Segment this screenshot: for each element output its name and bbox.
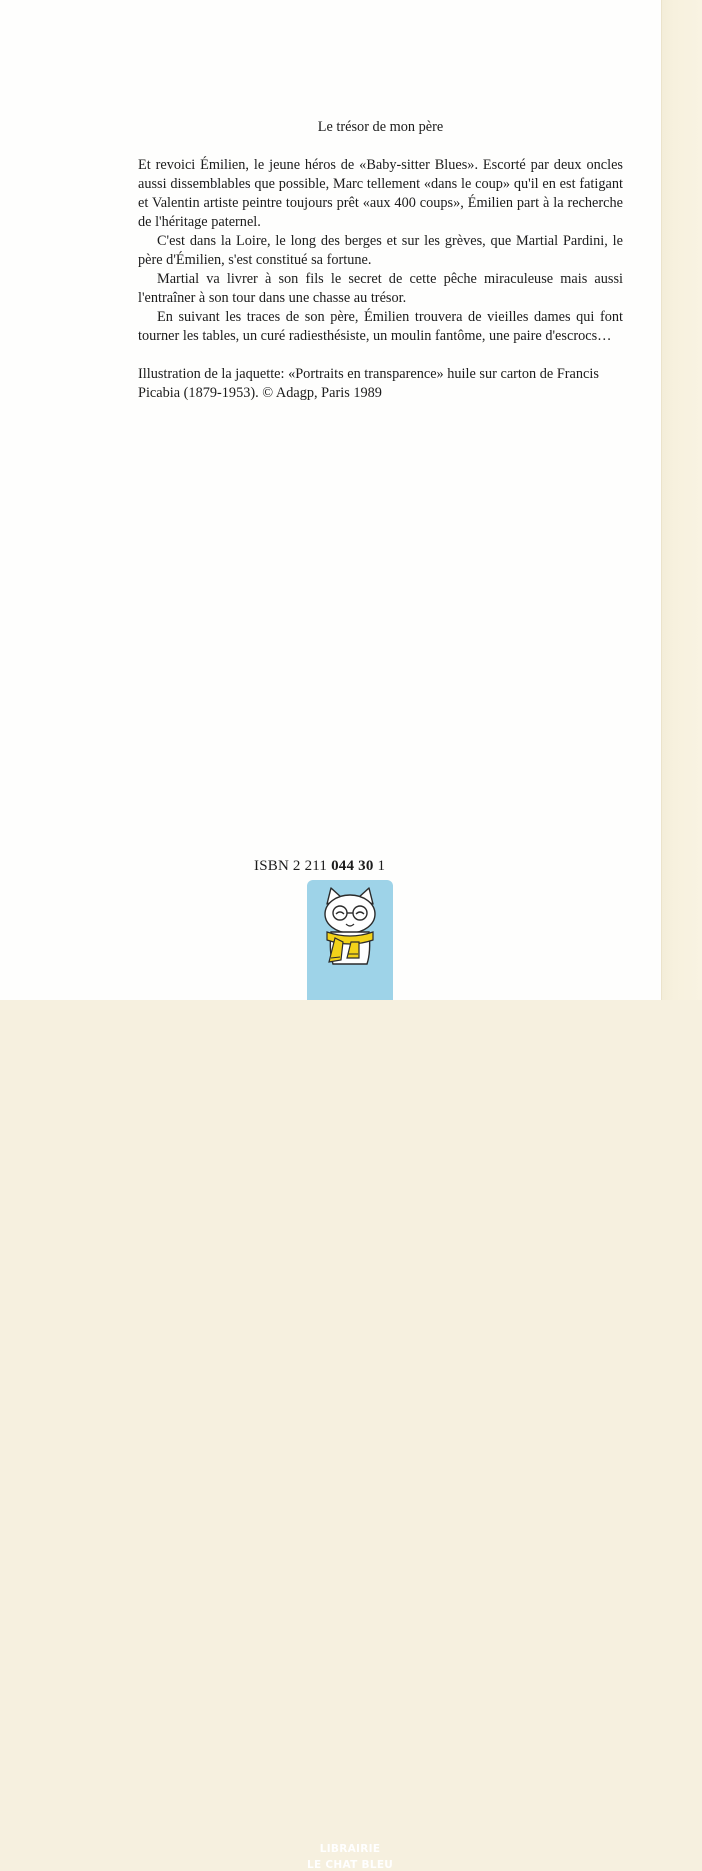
isbn-prefix: ISBN 2 211 (254, 858, 328, 874)
page-edge (661, 0, 702, 1000)
logo-line-1: LIBRAIRIE (319, 1843, 381, 1855)
blurb-paragraph-3: Martial va livrer à son fils le secret de cette pêche miraculeuse mais aussi l'entraîner à son tour dans une chasse au trésor. (138, 271, 623, 306)
logo-line-2: LE CHAT BLEU (307, 1859, 394, 1871)
blurb-paragraph-4: En suivant les traces de son père, Émilien trouvera de vieilles dames qui font tourner les tables, un curé radiesthésiste, un moulin fantôme, une paire d'escrocs… (138, 309, 623, 344)
isbn-suffix: 1 (377, 858, 386, 874)
bookstore-logo (307, 880, 394, 1871)
blurb-paragraph-1: Et revoici Émilien, le jeune héros de «Baby-sitter Blues». Escorté par deux oncles aussi dissemblables que possible, Marc tellement «dans le coup» qu'il en est fatigant et Valentin artiste peintre toujours prêt «aux 400 coups», Émilien part à la recherche de l'héritage paternel. (138, 157, 623, 230)
book-title: Le trésor de mon père (317, 119, 444, 135)
isbn-number (254, 858, 385, 875)
illustration-credit: Illustration de la jaquette: «Portraits en transparence» huile sur carton de Francis Picabia (1879-1953). © Adagp, Paris 1989 (138, 366, 599, 401)
isbn-bold-part: 044 30 (331, 858, 374, 874)
blurb-text-block (138, 118, 623, 403)
blurb-paragraph-2: C'est dans la Loire, le long des berges et sur les grèves, que Martial Pardini, le père d'Émilien, s'est constitué sa fortune. (138, 233, 623, 268)
cat-mascot-icon (307, 880, 393, 1000)
